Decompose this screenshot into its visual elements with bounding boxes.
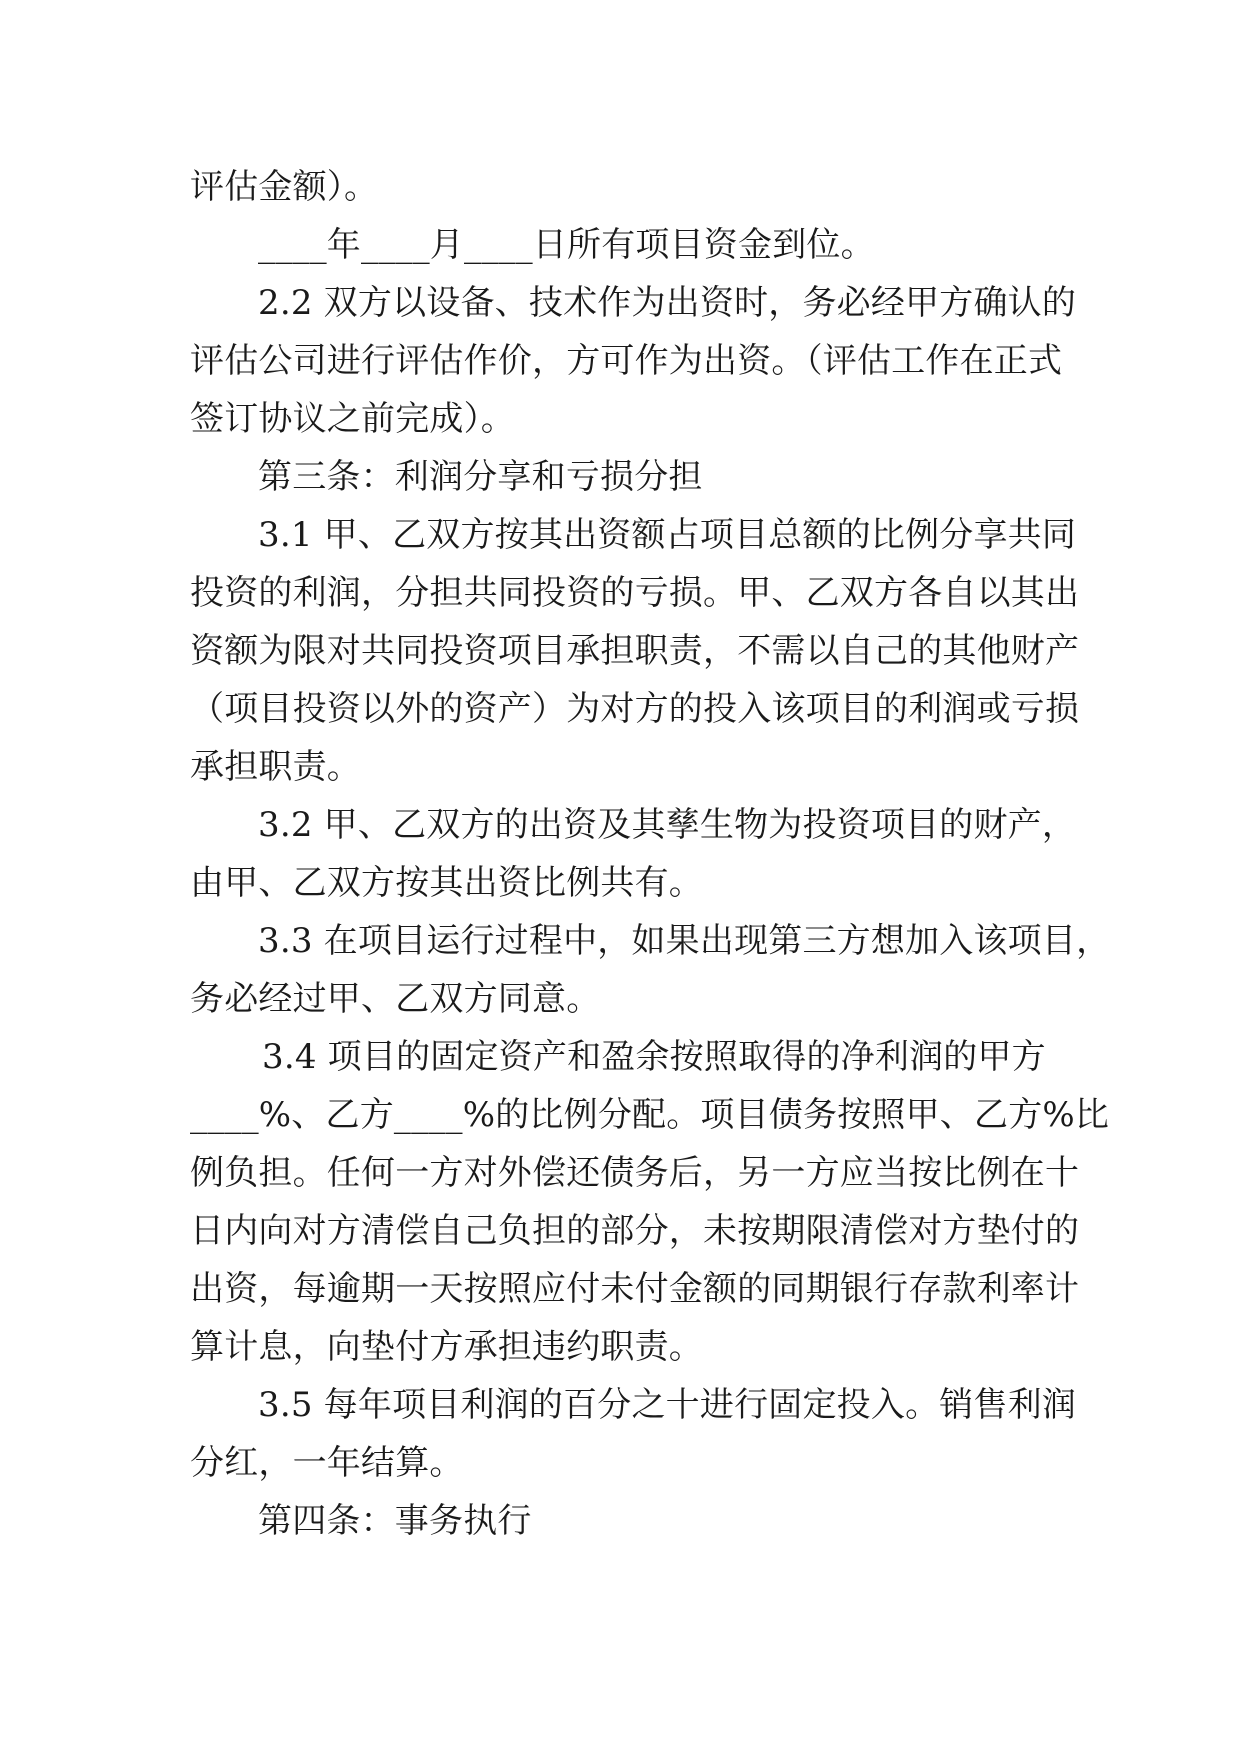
text-line: 评估金额）。 — [190, 167, 379, 207]
text-line: 投资的利润，分担共同投资的亏损。甲、乙双方各自以其出 — [190, 573, 1080, 613]
text-line: 承担职责。 — [190, 747, 361, 787]
clause-3-1: 3.1 甲、乙双方按其出资额占项目总额的比例分享共同 — [258, 515, 1077, 555]
clause-2-2: 2.2 双方以设备、技术作为出资时，务必经甲方确认的 — [258, 283, 1077, 323]
clause-3-2: 3.2 甲、乙双方的出资及其孳生物为投资项目的财产， — [258, 805, 1077, 845]
text-line: 算计息，向垫付方承担违约职责。 — [190, 1327, 703, 1367]
text-line: 由甲、乙双方按其出资比例共有。 — [190, 863, 703, 903]
text-line: ____%、乙方____%的比例分配。项目债务按照甲、乙方%比 — [190, 1095, 1110, 1135]
text-line: 务必经过甲、乙双方同意。 — [190, 979, 601, 1019]
text-line: 评估公司进行评估作价，方可作为出资。（评估工作在正式 — [190, 341, 1063, 381]
text-line: 签订协议之前完成）。 — [190, 399, 515, 439]
date-fill-line: ____年____月____日所有项目资金到位。 — [258, 225, 875, 265]
text-line: 日内向对方清偿自己负担的部分，未按期限清偿对方垫付的 — [190, 1211, 1080, 1251]
clause-3-3: 3.3 在项目运行过程中，如果出现第三方想加入该项目， — [258, 921, 1111, 961]
clause-3-4: 3.4 项目的固定资产和盈余按照取得的净利润的甲方 — [262, 1037, 1046, 1077]
text-line: 例负担。任何一方对外偿还债务后，另一方应当按比例在十 — [190, 1153, 1080, 1193]
text-line: 出资，每逾期一天按照应付未付金额的同期银行存款利率计 — [190, 1269, 1080, 1309]
text-line: 分红，一年结算。 — [190, 1443, 464, 1483]
clause-3-5: 3.5 每年项目利润的百分之十进行固定投入。销售利润 — [258, 1385, 1077, 1425]
article-3-heading: 第三条：利润分享和亏损分担 — [258, 457, 703, 497]
article-4-heading: 第四条：事务执行 — [258, 1501, 532, 1541]
text-line: （项目投资以外的资产）为对方的投入该项目的利润或亏损 — [190, 689, 1080, 729]
document-body — [190, 158, 1111, 1550]
text-line: 资额为限对共同投资项目承担职责，不需以自己的其他财产 — [190, 631, 1080, 671]
